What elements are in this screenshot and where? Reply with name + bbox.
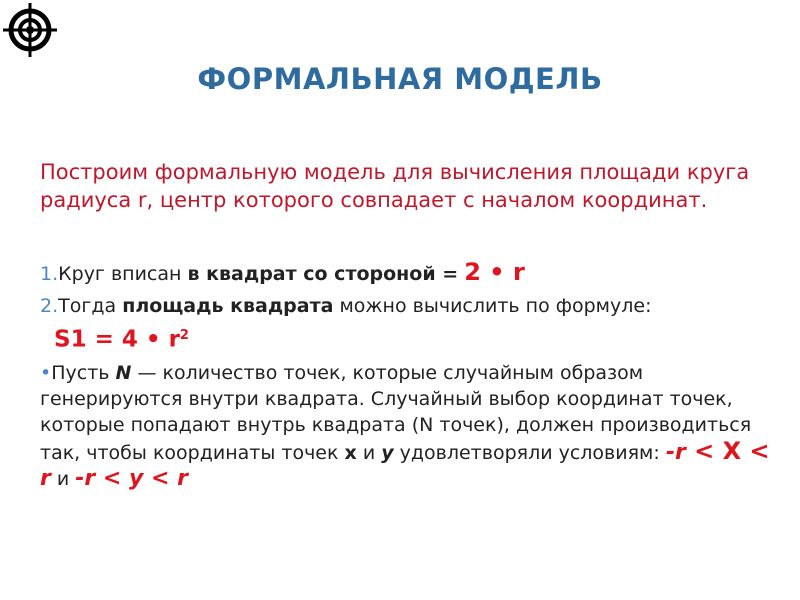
list-number: 2. [40, 295, 59, 317]
var-x: x [344, 442, 357, 464]
cond-r: r [40, 466, 51, 491]
bullet: • [40, 362, 52, 384]
para-text-1: Пусть [51, 362, 116, 384]
cond-neg-r: -r [665, 440, 686, 465]
cond-and: и [50, 468, 76, 490]
item1-text: Круг вписан [58, 263, 188, 285]
target-icon [2, 2, 58, 58]
cond-lt-1: < [685, 437, 723, 465]
var-n: N [115, 362, 132, 384]
item1-bold: в квадрат со стороной = [187, 263, 459, 285]
formula-text: S1 = 4 • r [54, 326, 180, 353]
list-item-2 [40, 292, 780, 354]
intro-text: Построим формальную модель для вычисления площади круга радиуса r, центр которого совпадает с началом координат. [40, 160, 750, 212]
area-formula [40, 322, 780, 354]
cond-x: X [722, 437, 742, 465]
para-text-2: — количество точек, которые случайным образом генерируются внутри квадрата. Случайный выбор координат точек, которые попадают внутрь квадрата (N точек), должен производиться так, чтобы координаты точек [40, 362, 752, 464]
item2-bold: площадь квадрата [122, 295, 334, 317]
item1-value: 2 • r [464, 258, 525, 286]
var-y: y [381, 442, 394, 464]
body-paragraph [40, 360, 780, 492]
para-text-3: удовлетворяли условиям: [393, 442, 666, 464]
cond-lt-2: < [741, 437, 770, 465]
slide-title: ФОРМАЛЬНАЯ МОДЕЛЬ [197, 62, 603, 96]
list-item-1 [40, 258, 780, 288]
formula-exponent: 2 [179, 328, 189, 343]
cond-y: -r < y < r [75, 466, 188, 491]
para-and: и [356, 442, 382, 464]
item2-text-2: можно вычислить по формуле: [333, 295, 652, 317]
list-number: 1. [40, 263, 59, 285]
item2-text: Тогда [58, 295, 123, 317]
